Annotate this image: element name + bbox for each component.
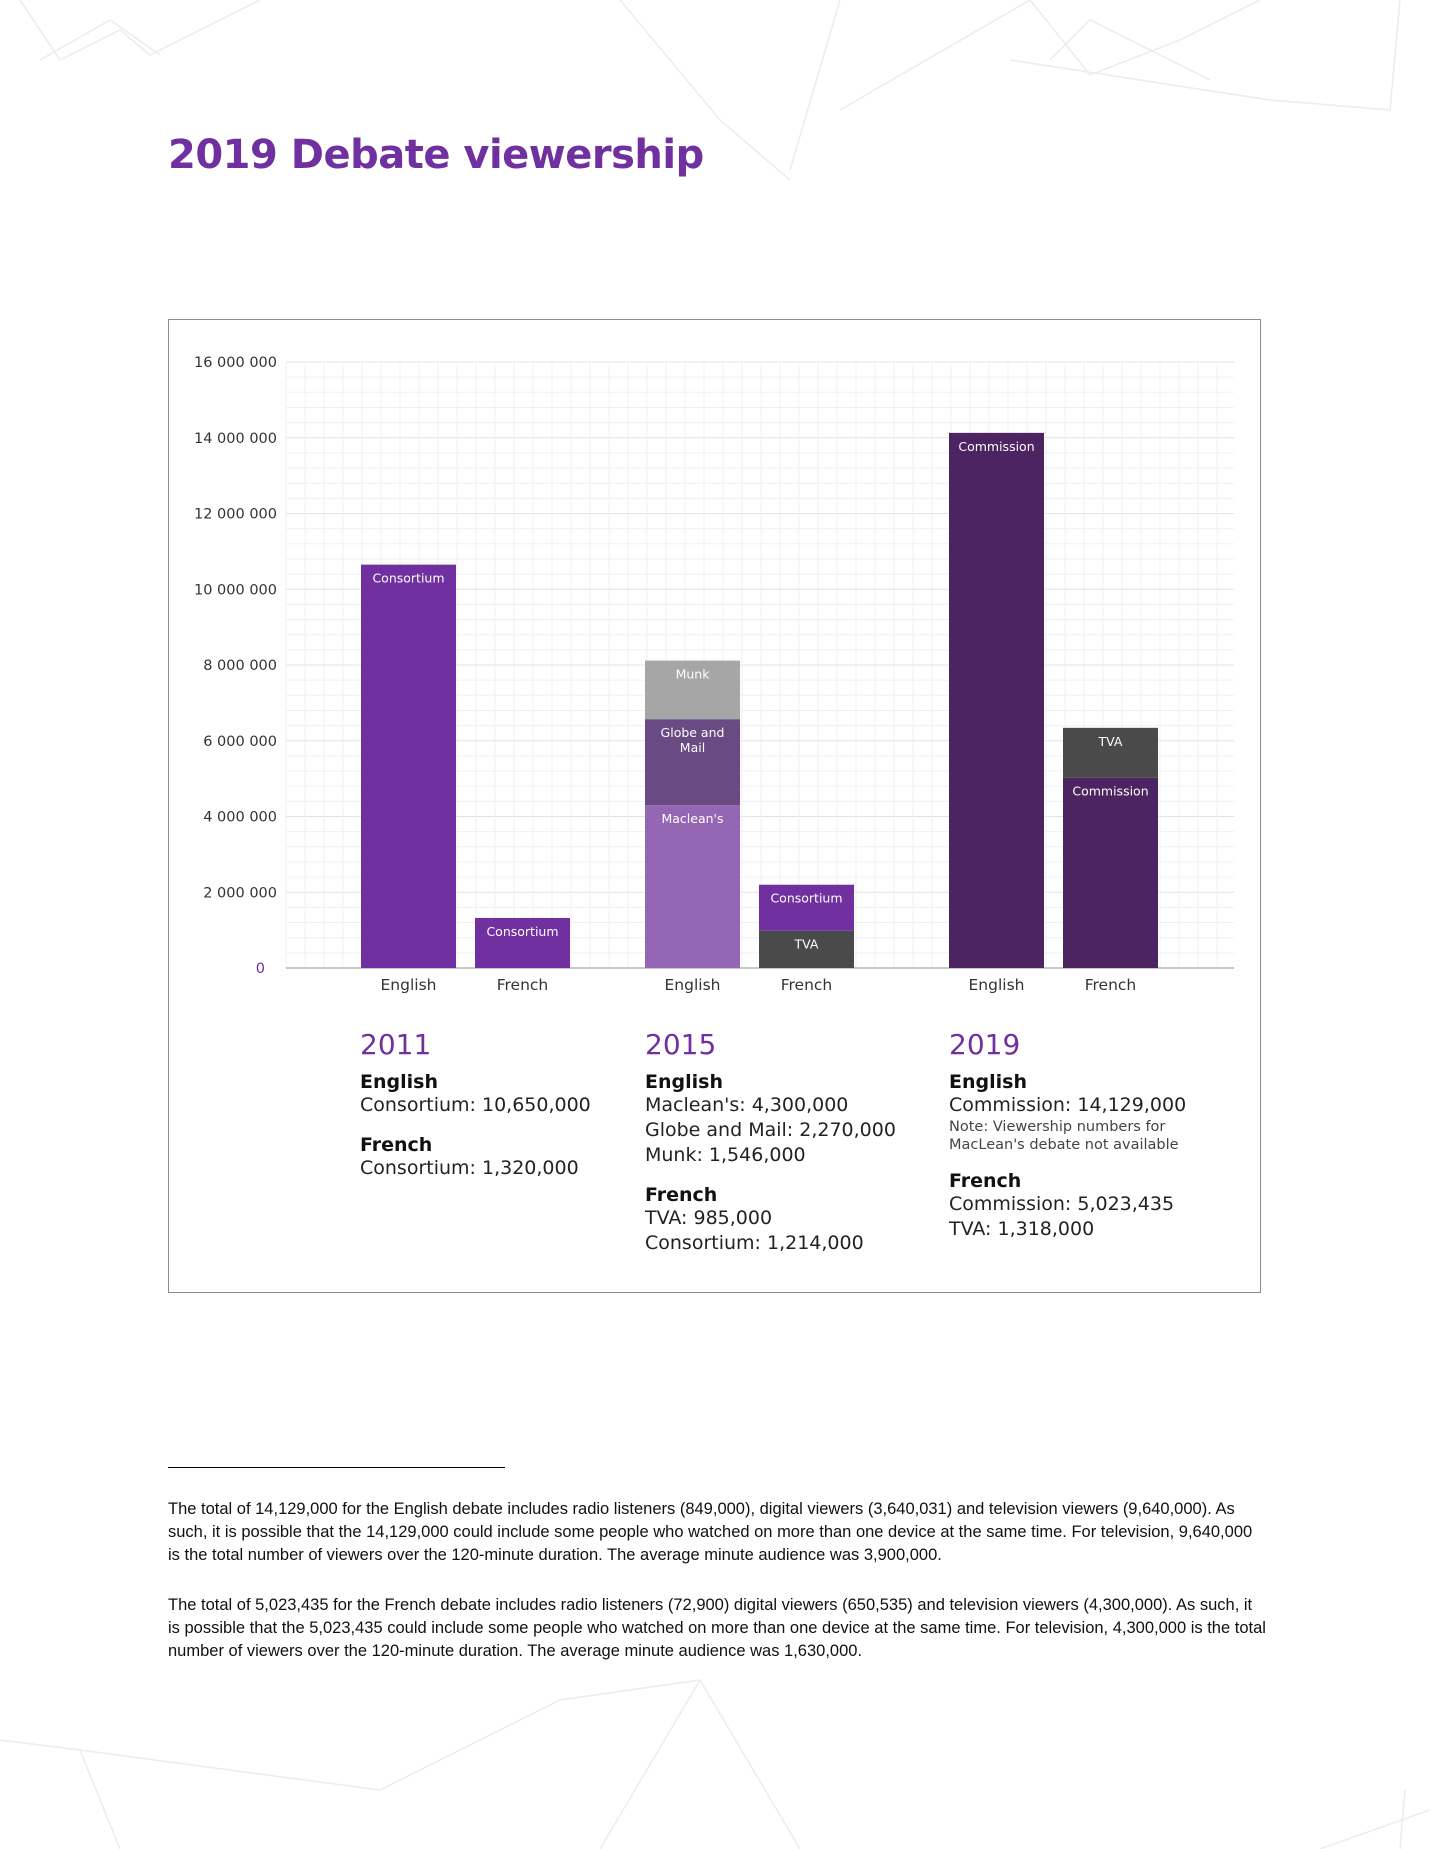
x-category-label: English	[968, 976, 1025, 994]
x-category-label: English	[664, 976, 721, 994]
y-tick-label: 4 000 000	[203, 809, 277, 826]
footnote-french: The total of 5,023,435 for the French debate includes radio listeners (72,900) digital viewers (650,535) and television viewers (4,300,000). As such, it is possible that the 5,023,435 could include some people who watched on more than one device at the same time. For television, 4,300,000 is the total number of viewers over the 120-minute duration. The average minute audience was 1,630,000.	[168, 1596, 1266, 1660]
bar-segment-label: Consortium	[770, 890, 843, 906]
x-category-label: French	[496, 976, 549, 994]
y-tick-label: 10 000 000	[193, 582, 277, 599]
summary-line: Commission: 14,129,000	[949, 1094, 1187, 1116]
summary-line: Maclean's: 4,300,000	[645, 1094, 849, 1116]
summary-french-title: French	[645, 1184, 718, 1206]
summary-french-title: French	[949, 1170, 1022, 1192]
summary-year: 2015	[645, 1028, 717, 1061]
summary-note: Note: Viewership numbers for MacLean's debate not available	[949, 1119, 1179, 1153]
summary-line: Commission: 5,023,435	[949, 1193, 1175, 1215]
summary-line: Munk: 1,546,000	[645, 1144, 806, 1166]
summary-line: Consortium: 1,214,000	[645, 1232, 864, 1254]
bar-segment-label: TVA	[794, 936, 819, 952]
summary-line: Globe and Mail: 2,270,000	[645, 1119, 896, 1141]
y-tick-label: 8 000 000	[203, 658, 277, 674]
bar-segment	[949, 433, 1044, 968]
bar-segment	[361, 565, 456, 968]
bar-segment	[645, 805, 740, 968]
summary-line: Consortium: 1,320,000	[360, 1157, 579, 1179]
x-category-label: French	[1084, 976, 1137, 994]
bar-segment-label: Commission	[958, 438, 1035, 454]
summary-2015	[645, 1028, 896, 1256]
summary-line: TVA: 1,318,000	[949, 1218, 1095, 1240]
bar-segment-label: Commission	[1072, 783, 1149, 799]
footnote-divider	[168, 1467, 505, 1468]
summary-english-title: English	[645, 1071, 723, 1093]
y-tick-label: 16 000 000	[193, 355, 277, 371]
y-axis	[194, 355, 277, 977]
y-tick-label: 6 000 000	[203, 733, 277, 750]
x-category-label: French	[780, 976, 833, 994]
page-title: 2019 Debate viewership	[168, 132, 704, 178]
summary-2011	[360, 1028, 591, 1181]
summary-line: Consortium: 10,650,000	[360, 1094, 591, 1116]
summary-year: 2019	[949, 1028, 1021, 1061]
x-category-label: English	[380, 976, 437, 994]
summary-2019	[949, 1028, 1186, 1242]
y-tick-label: 0	[255, 961, 265, 977]
summary-french-title: French	[360, 1134, 433, 1156]
footnote-english: The total of 14,129,000 for the English debate includes radio listeners (849,000), digital viewers (3,640,031) and television viewers (9,640,000). As such, it is possible that the 14,129,000 could include some people who watched on more than one device at the same time. For television, 9,640,000 is the total number of viewers over the 120-minute duration. The average minute audience was 3,900,000.	[168, 1500, 1253, 1564]
bar-segment-label: Globe and	[660, 725, 725, 741]
bar-segment	[1063, 778, 1158, 968]
summary-year: 2011	[360, 1028, 432, 1061]
summary-english-title: English	[949, 1071, 1027, 1093]
bar-segment-label: Munk	[675, 666, 710, 682]
y-tick-label: 14 000 000	[193, 430, 277, 447]
bar-segment-label: Maclean's	[661, 811, 724, 827]
bar-segment-label: Consortium	[372, 570, 445, 586]
summary-english-title: English	[360, 1071, 438, 1093]
y-tick-label: 2 000 000	[203, 885, 277, 902]
bar-segment-label: Mail	[679, 740, 706, 756]
bar-segment-label: Consortium	[486, 924, 559, 940]
x-axis-categories	[381, 976, 1137, 994]
y-tick-label: 12 000 000	[193, 506, 277, 523]
summary-line: TVA: 985,000	[645, 1207, 773, 1229]
bar-segment-label: TVA	[1098, 733, 1123, 749]
